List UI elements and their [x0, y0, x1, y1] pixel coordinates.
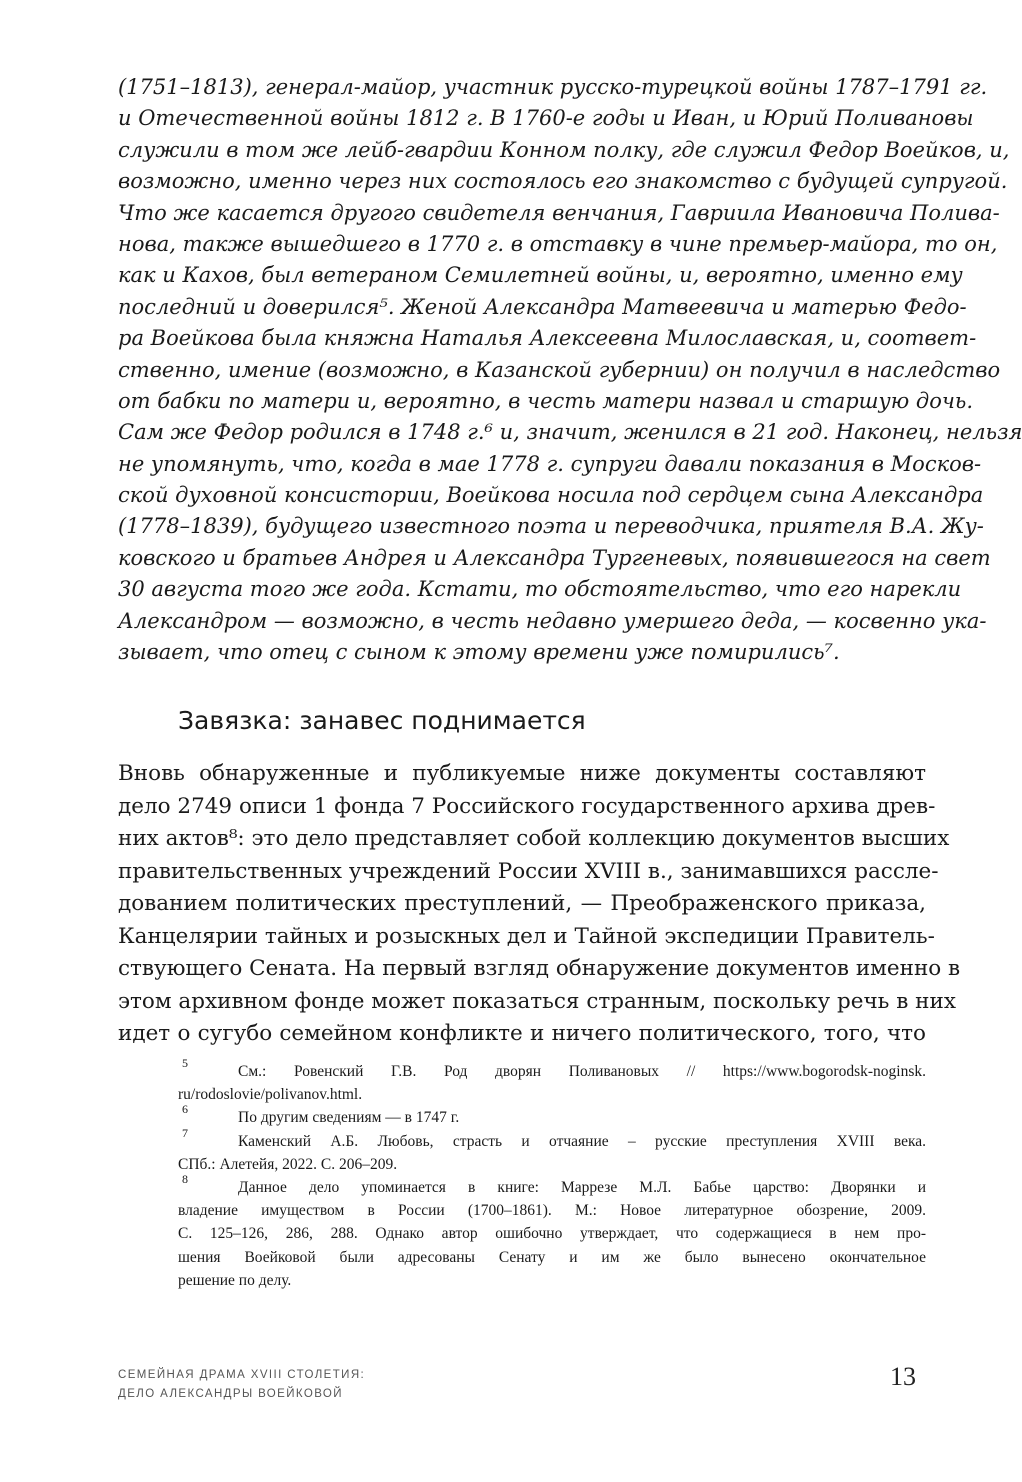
text-line: возможно, именно через них состоялось его знакомство с будущей супругой.: [118, 169, 1008, 194]
text-line: ра Воейкова была княжна Наталья Алексеевна Милославская, и, соответ-: [118, 326, 977, 351]
footnote-line: шения Воейковой были адресованы Сенату и им же было вынесено окончательное: [178, 1248, 926, 1266]
footnote-8: [178, 1171, 926, 1292]
footnote-line: См.: Ровенский Г.В. Род дворян Поливановых // https://www.bogorodsk-noginsk.: [238, 1063, 926, 1080]
footnote-number: 6: [182, 1102, 188, 1117]
text-line: Вновь обнаруженные и публикуемые ниже документы составляют: [118, 761, 926, 786]
text-line: нова, также вышедшего в 1770 г. в отставку в чине премьер-майора, то он,: [118, 231, 998, 256]
footnote-number: 5: [182, 1056, 188, 1070]
footnote-line: По другим сведениям — в 1747 г.: [238, 1109, 460, 1127]
text-line: (1778–1839), будущего известного поэта и переводчика, приятеля В.А. Жу-: [118, 514, 984, 539]
text-line: зывает, что отец с сыном к этому времени уже помирились⁷.: [118, 640, 840, 665]
body-paragraph: [118, 758, 961, 1051]
footer-line: СЕМЕЙНАЯ ДРАМА XVIII СТОЛЕТИЯ:: [118, 1369, 366, 1381]
text-line: ской духовной консистории, Воейкова носила под сердцем сына Александра: [118, 483, 984, 508]
text-line: них актов⁸: это дело представляет собой коллекцию документов высших: [118, 826, 950, 851]
text-line: ственно, имение (возможно, в Казанской губернии) он получил в наследство: [118, 357, 1001, 382]
footnote-6: [178, 1102, 926, 1129]
text-line: этом архивном фонде может показаться странным, поскольку речь в них: [118, 988, 956, 1014]
footnote-line: Данное дело упоминается в книге: Маррезе М.Л. Бабье царство: Дворянки и: [238, 1178, 926, 1196]
footnote-7: [178, 1125, 926, 1176]
text-line: от бабки по матери и, вероятно, в честь матери назвал и старшую дочь.: [118, 388, 974, 413]
text-line: ствующего Сената. На первый взгляд обнаружение документов именно в: [118, 956, 961, 981]
footnote-5: [178, 1056, 926, 1106]
text-line: дованием политических преступлений, — Преображенского приказа,: [118, 891, 926, 916]
text-line: дело 2749 описи 1 фонда 7 Российского государственного архива древ-: [118, 793, 936, 819]
footnote-number: 7: [182, 1125, 188, 1140]
italic-paragraph: [118, 72, 1022, 668]
section-heading: Завязка: занавес поднимается: [178, 706, 586, 735]
text-line: правительственных учреждений России XVIII в., занимавшихся рассле-: [118, 858, 939, 884]
text-line: как и Кахов, был ветераном Семилетней войны, и, вероятно, именно ему: [118, 263, 963, 288]
text-line: 30 августа того же года. Кстати, то обстоятельство, что его нарекли: [118, 577, 962, 602]
text-line: Что же касается другого свидетеля венчания, Гавриила Ивановича Полива-: [118, 200, 1000, 225]
footnote-line: владение имуществом в России (1700–1861). М.: Новое литературное обозрение, 2009.: [178, 1202, 926, 1220]
footnote-line: ru/rodoslovie/polivanov.html.: [178, 1086, 363, 1104]
footer-line: ДЕЛО АЛЕКСАНДРЫ ВОЕЙКОВОЙ: [118, 1388, 343, 1400]
running-footer: [118, 1366, 365, 1404]
text-line: Канцелярии тайных и розыскных дел и Тайной экспедиции Правитель-: [118, 923, 935, 949]
text-line: Сам же Федор родился в 1748 г.⁶ и, значит, женился в 21 год. Наконец, нельзя: [118, 420, 1022, 445]
text-line: идет о сугубо семейном конфликте и ничего политического, того, что: [118, 1021, 926, 1046]
text-line: (1751–1813), генерал-майор, участник русско-турецкой войны 1787–1791 гг.: [118, 75, 988, 99]
footnote-line: решение по делу.: [178, 1271, 292, 1289]
text-line: не упомянуть, что, когда в мае 1778 г. супруги давали показания в Москов-: [118, 451, 982, 476]
footnote-line: С. 125–126, 286, 288. Однако автор ошибочно утверждает, что содержащиеся в нем про-: [178, 1225, 926, 1243]
text-line: последний и доверился⁵. Женой Александра Матвеевича и матерью Федо-: [118, 294, 967, 319]
page-number: 13: [890, 1362, 916, 1391]
footnote-number: 8: [182, 1171, 188, 1186]
text-line: и Отечественной войны 1812 г. В 1760-е годы и Иван, и Юрий Поливановы: [118, 106, 974, 131]
text-line: Александром — возможно, в честь недавно умершего деда, — косвенно ука-: [118, 608, 987, 633]
footnote-line: Каменский А.Б. Любовь, страсть и отчаяние – русские преступления XVIII века.: [238, 1132, 926, 1150]
footnote-line: СПб.: Алетейя, 2022. С. 206–209.: [178, 1155, 398, 1173]
text-line: служили в том же лейб-гвардии Конном полку, где служил Федор Воейков, и,: [118, 137, 1010, 162]
text-line: ковского и братьев Андрея и Александра Тургеневых, появившегося на свет: [118, 545, 991, 570]
footnotes: [178, 1056, 926, 1292]
